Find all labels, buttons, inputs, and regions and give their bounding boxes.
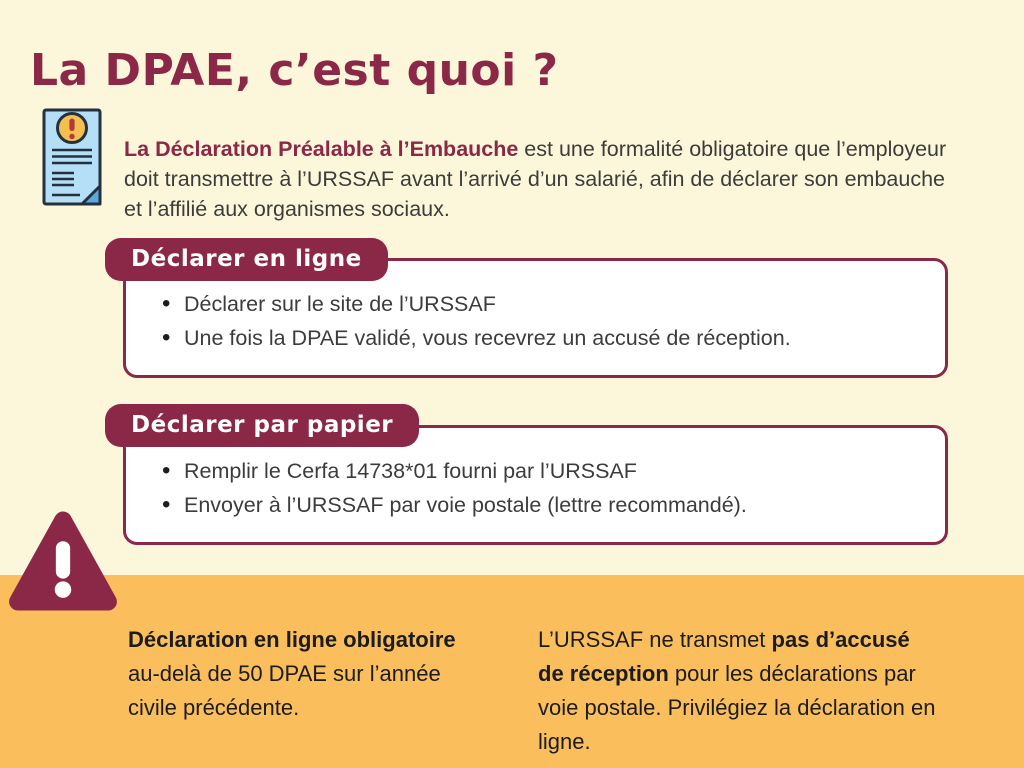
footer-note-postal: [538, 623, 936, 759]
online-bullet-list: [126, 287, 945, 355]
intro-body-text: est une formalité obligatoire que l’employeur doit transmettre à l’URSSAF avant l’arrivé d’un salarié, afin de déclarer son embauche et l’affilié aux organismes sociaux.: [124, 136, 947, 221]
list-item: • Déclarer sur le site de l’URSSAF: [184, 287, 945, 321]
list-item: • Une fois la DPAE validé, vous recevrez un accusé de réception.: [184, 321, 945, 355]
warning-icon: [8, 510, 118, 612]
intro-lead-bold: La Déclaration Préalable à l’Embauche: [124, 136, 519, 161]
section-label-paper: Déclarer par papier: [105, 404, 419, 447]
footer-right-text: pour les déclarations par voie postale. Privilégiez la déclaration en ligne.: [538, 661, 936, 754]
intro-paragraph: [124, 134, 966, 224]
page-title: La DPAE, c’est quoi ?: [30, 45, 559, 97]
document-alert-icon: [40, 106, 104, 208]
footer-note-online: [128, 623, 490, 725]
footer-right-bold: pas d’accusé de réception: [538, 627, 910, 686]
paper-bullet-list: [126, 454, 945, 522]
footer-left-bold: Déclaration en ligne obligatoire: [128, 627, 456, 652]
footer-right-pre: L’URSSAF ne transmet: [538, 627, 772, 652]
section-label-online: Déclarer en ligne: [105, 238, 388, 281]
list-item: • Envoyer à l’URSSAF par voie postale (lettre recommandé).: [184, 488, 945, 522]
footer-left-text: au-delà de 50 DPAE sur l’année civile précédente.: [128, 661, 441, 720]
list-item: • Remplir le Cerfa 14738*01 fourni par l’URSSAF: [184, 454, 945, 488]
